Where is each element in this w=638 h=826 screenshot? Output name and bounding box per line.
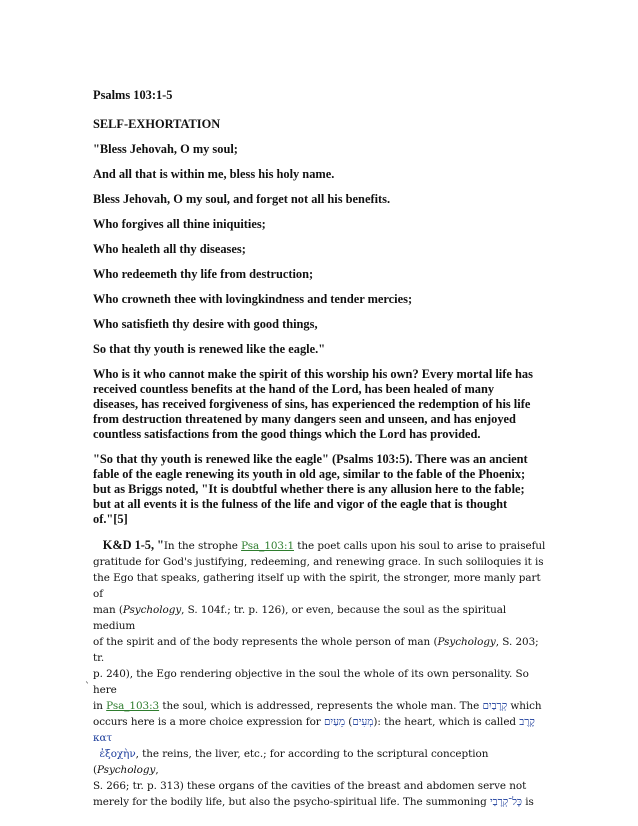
hebrew-word: קֶרֶב (519, 716, 535, 728)
text-run: In the strophe (163, 540, 242, 552)
verse-line: Who forgives all thine iniquities; (93, 217, 266, 231)
paragraph-line: from destruction threatened by many dangers seen and unseen, and has enjoyed (93, 412, 516, 426)
commentary-line (93, 634, 548, 666)
hebrew-word: מְעִים (352, 716, 374, 728)
text-run: ( (345, 716, 353, 728)
paragraph-line: of."[5] (93, 512, 128, 526)
verse-line: Who redeemeth thy life from destruction; (93, 267, 314, 281)
psychology-citation: Psychology (97, 764, 156, 776)
commentary-line: gratitude for God's justifying, redeeming, and renewing grace. In such soliloquies it is (93, 556, 544, 568)
commentary-line (93, 537, 548, 554)
text-run: man ( (93, 604, 123, 616)
text-run: in (93, 700, 107, 712)
hebrew-word: מֵעַיִם (323, 716, 346, 728)
psa-103-3-link[interactable]: Psa_103:3 (106, 700, 160, 712)
verse-line: Bless Jehovah, O my soul, and forget not all his benefits. (93, 192, 391, 206)
section-title: SELF-EXHORTATION (93, 117, 221, 131)
commentary-line: p. 240), the Ego rendering objective in the soul the whole of its own personality. So here (93, 668, 529, 696)
psychology-citation: Psychology (437, 636, 496, 648)
commentary-line (93, 698, 548, 714)
paragraph-line: diseases, has received forgiveness of sins, has experienced the redemption of his life (93, 397, 531, 411)
text-run: ): the heart, which is called (373, 716, 520, 728)
text-run: the soul, which is addressed, represents the whole man. The (159, 700, 483, 712)
text-run: of the spirit and of the body represents the whole person of man ( (93, 636, 438, 648)
greek-word: ἐξοχὴν (99, 748, 136, 760)
reflection-paragraph (93, 367, 548, 442)
text-run: , the reins, the liver, etc.; for according to the scriptural conception ( (93, 748, 489, 776)
verse-line: And all that is within me, bless his holy name. (93, 167, 335, 181)
paragraph-line: but at all events it is the fulness of the life and vigor of the eagle that is thought (93, 497, 508, 511)
greek-word: κατ (93, 732, 113, 744)
commentary-line (93, 602, 548, 634)
stray-mark: ` (85, 682, 90, 693)
commentary-line (93, 714, 548, 746)
paragraph-line: fable of the eagle renewing its youth in old age, similar to the fable of the Phoenix; (93, 467, 526, 481)
hebrew-word: קְרָבַיִם (482, 700, 508, 712)
text-run: , (155, 764, 159, 776)
commentary-line (93, 794, 548, 810)
hebrew-word: כָּל־קְרָבַי (489, 796, 522, 808)
verse-line: Who crowneth thee with lovingkindness and tender mercies; (93, 292, 413, 306)
paragraph-line: countless satisfactions from the good things which the Lord has provided. (93, 427, 481, 441)
paragraph-line: received countless benefits at the hand of the Lord, has been healed of many (93, 382, 495, 396)
verse-line: Who satisfieth thy desire with good things, (93, 317, 318, 331)
text-run: merely for the bodily life, but also the psycho-spiritual life. The summoning (93, 796, 490, 808)
text-run: is (521, 796, 534, 808)
commentary-line: the Ego that speaks, gathering itself up with the spirit, the stronger, more manly part of (93, 572, 541, 600)
commentary-paragraph (93, 537, 548, 810)
paragraph-line: Who is it who cannot make the spirit of this worship his own? Every mortal life has (93, 367, 533, 381)
commentary-line (93, 746, 548, 778)
commentary-line: S. 266; tr. p. 313) these organs of the cavities of the breast and abdomen serve not (93, 780, 527, 792)
commentary-lead: K&D 1-5, " (102, 538, 164, 552)
verse-line: So that thy youth is renewed like the eagle." (93, 342, 326, 356)
text-run: the poet calls upon his soul to arise to praiseful (294, 540, 546, 552)
paragraph-line: "So that thy youth is renewed like the eagle" (Psalms 103:5). There was an ancient (93, 452, 528, 466)
text-run: , S. 203; tr. (93, 636, 539, 664)
psychology-citation: Psychology (122, 604, 182, 616)
psa-103-1-link[interactable]: Psa_103:1 (241, 540, 295, 552)
document-content (93, 88, 548, 810)
eagle-paragraph (93, 452, 548, 527)
text-run: occurs here is a more choice expression for (93, 716, 324, 728)
verse-line: "Bless Jehovah, O my soul; (93, 142, 238, 156)
paragraph-line: but as Briggs noted, "It is doubtful whether there is any allusion here to the fable; (93, 482, 525, 496)
verse-line: Who healeth all thy diseases; (93, 242, 246, 256)
text-run: , S. 104f.; tr. p. 126), or even, because the soul as the spiritual medium (93, 604, 507, 632)
scripture-reference: Psalms 103:1-5 (93, 88, 173, 102)
text-run: which (507, 700, 542, 712)
